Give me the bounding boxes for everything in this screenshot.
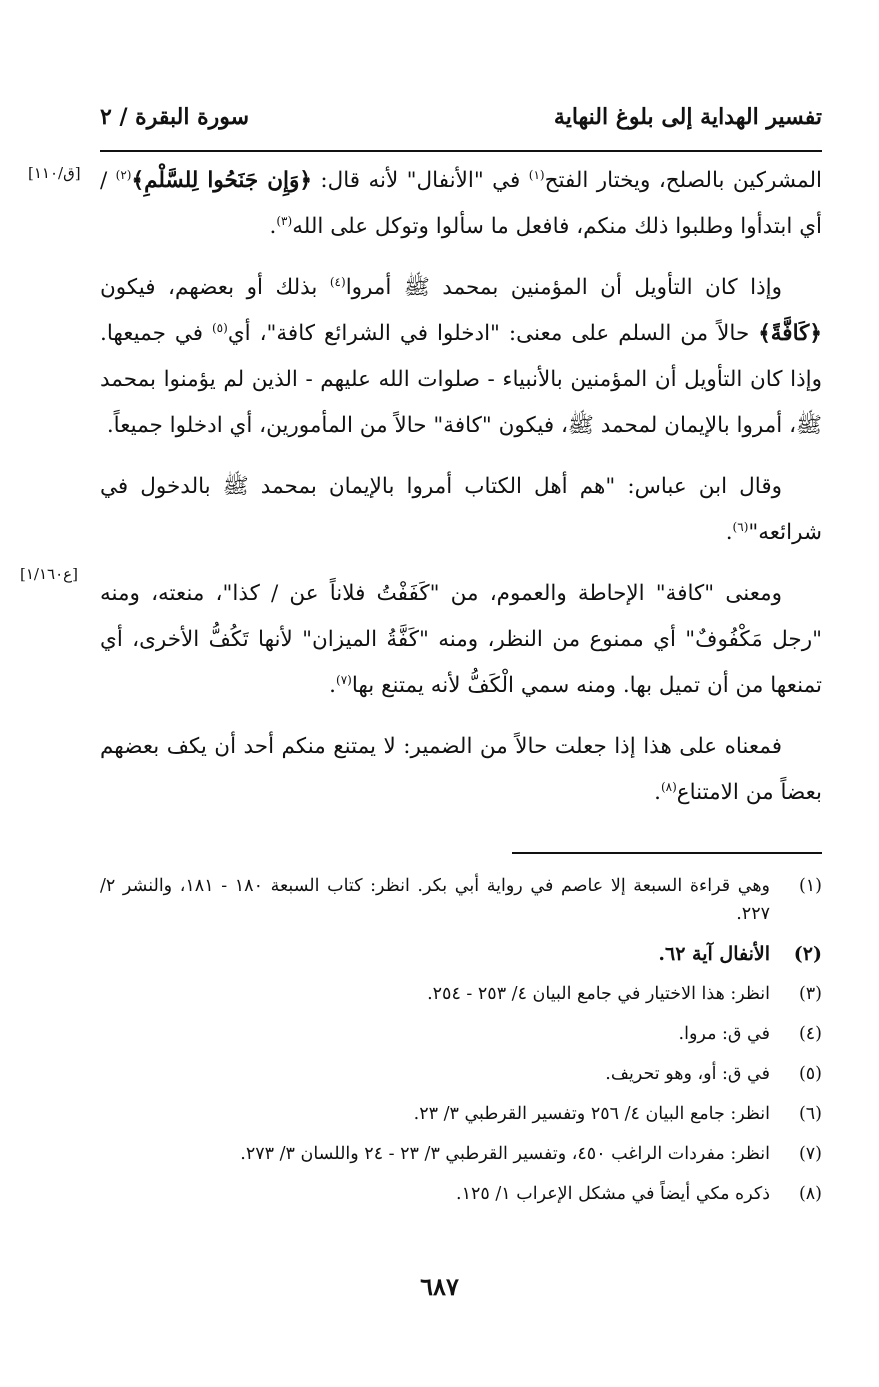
footnote-ref[interactable]: (٥) (211, 320, 228, 335)
text-run: فمعناه على هذا إذا جعلت حالاً من الضمير: لا يمتنع منكم أحد أن يكف بعضهم بعضاً من الامتناع (100, 734, 822, 805)
text-run: وإذا كان التأويل أن المؤمنين بمحمد ﷺ أمروا (345, 275, 783, 300)
footnote-ref[interactable]: (٣) (276, 213, 293, 228)
quran-quote: ﴿وَإِن جَنَحُوا لِلسَّلْمِ﴾ (131, 168, 312, 193)
paragraph (100, 265, 822, 449)
footnote-number: (٦) (798, 1104, 822, 1124)
footnote-item (100, 1060, 822, 1088)
footnote-item (100, 872, 822, 928)
footnote-ref[interactable]: (١) (528, 167, 545, 182)
manuscript-margin-note: [ع١/١٦٠] (20, 565, 78, 583)
footnote-text: الأنفال آية ٦٢. (658, 943, 770, 965)
paragraph (100, 724, 822, 816)
footnote-item (100, 1180, 822, 1208)
footnote-number: (٧) (798, 1144, 822, 1164)
footnote-number: (٤) (798, 1024, 822, 1044)
text-run: حالاً من السلم على معنى: "ادخلوا في الشرائع كافة"، أي (227, 321, 759, 346)
footnote-text: في ق: مروا. (678, 1024, 770, 1044)
footnote-text: انظر: مفردات الراغب ٤٥٠، وتفسير القرطبي ٣/ ٢٣ - ٢٤ واللسان ٣/ ٢٧٣. (240, 1144, 770, 1164)
footnote-item (100, 980, 822, 1008)
footnote-text: انظر: جامع البيان ٤/ ٢٥٦ وتفسير القرطبي ٣/ ٢٣. (413, 1104, 770, 1124)
footnote-item (100, 1140, 822, 1168)
footnote-number: (٥) (798, 1064, 822, 1084)
text-run: ومعنى "كافة" الإحاطة والعموم، من "كَفَفْتُ فلاناً عن / كذا"، منعته، ومنه "رجل مَكْفُوفٌ" أي ممنوع من النظر، ومنه "كَفَّةُ الميزان" لأنها تَكُفُّ الأخرى، أي تمنعها من أن تميل بها. ومنه سمي الْكَفُّ لأنه يمتنع بها (100, 581, 822, 698)
footnote-ref[interactable]: (٨) (660, 779, 677, 794)
text-run: بذلك أو بعضهم، فيكون (100, 275, 330, 300)
text-run: . (329, 673, 336, 698)
footnote-ref[interactable]: (٧) (336, 672, 352, 687)
footnote-number: (٣) (798, 984, 822, 1004)
book-title: تفسير الهداية إلى بلوغ النهاية (553, 104, 822, 130)
footnote-ref[interactable]: (٢) (115, 167, 132, 182)
footnote-text: وهي قراءة السبعة إلا عاصم في رواية أبي بكر. انظر: كتاب السبعة ١٨٠ - ١٨١، والنشر ٢/ ٢٢٧. (100, 876, 771, 924)
page-number: ٦٨٧ (420, 1272, 459, 1301)
footnote-ref[interactable]: (٦) (732, 519, 749, 534)
footnote-text: ذكره مكي أيضاً في مشكل الإعراب ١/ ١٢٥. (456, 1184, 770, 1204)
text-run: / أي ابتدأوا وطلبوا ذلك منكم، فافعل ما سألوا وتوكل على الله (100, 168, 822, 239)
footnote-number: (٨) (798, 1184, 822, 1204)
footnote-item (100, 1100, 822, 1128)
running-header (100, 98, 822, 148)
surah-label: سورة البقرة / ٢ (100, 104, 250, 130)
footnote-text: انظر: هذا الاختيار في جامع البيان ٤/ ٢٥٣ - ٢٥٤. (427, 984, 770, 1004)
footnote-item (100, 940, 822, 968)
text-run: في جميعها. وإذا كان التأويل أن المؤمنين بالأنبياء - صلوات الله عليهم - الذين لم يؤمنوا بمحمد ﷺ، أمروا بالإيمان لمحمد ﷺ، فيكون "كافة" حالاً من المأمورين، أي ادخلوا جميعاً. (100, 321, 822, 438)
footnotes (100, 872, 822, 1220)
footnote-text: في ق: أو، وهو تحريف. (605, 1064, 770, 1084)
text-run: في "الأنفال" لأنه قال: (311, 168, 529, 193)
text-run: المشركين بالصلح، ويختار الفتح (544, 168, 822, 193)
text-run: . (725, 520, 733, 545)
footnote-item (100, 1020, 822, 1048)
footnote-divider (512, 852, 822, 854)
text-run: . (269, 214, 277, 239)
paragraph (100, 464, 822, 556)
header-divider (100, 150, 822, 152)
text-run: . (654, 780, 661, 805)
text-run: وقال ابن عباس: "هم أهل الكتاب أمروا بالإيمان بمحمد ﷺ بالدخول في شرائعه" (100, 474, 822, 545)
footnote-ref[interactable]: (٤) (329, 274, 346, 289)
footnote-number: (٢) (793, 943, 822, 965)
manuscript-margin-note: [ق/١١٠] (28, 164, 81, 182)
main-text (100, 158, 822, 831)
footnote-number: (١) (798, 876, 822, 896)
paragraph (100, 571, 822, 709)
paragraph (100, 158, 822, 250)
quran-quote: ﴿كَافَّةً﴾ (758, 321, 822, 346)
